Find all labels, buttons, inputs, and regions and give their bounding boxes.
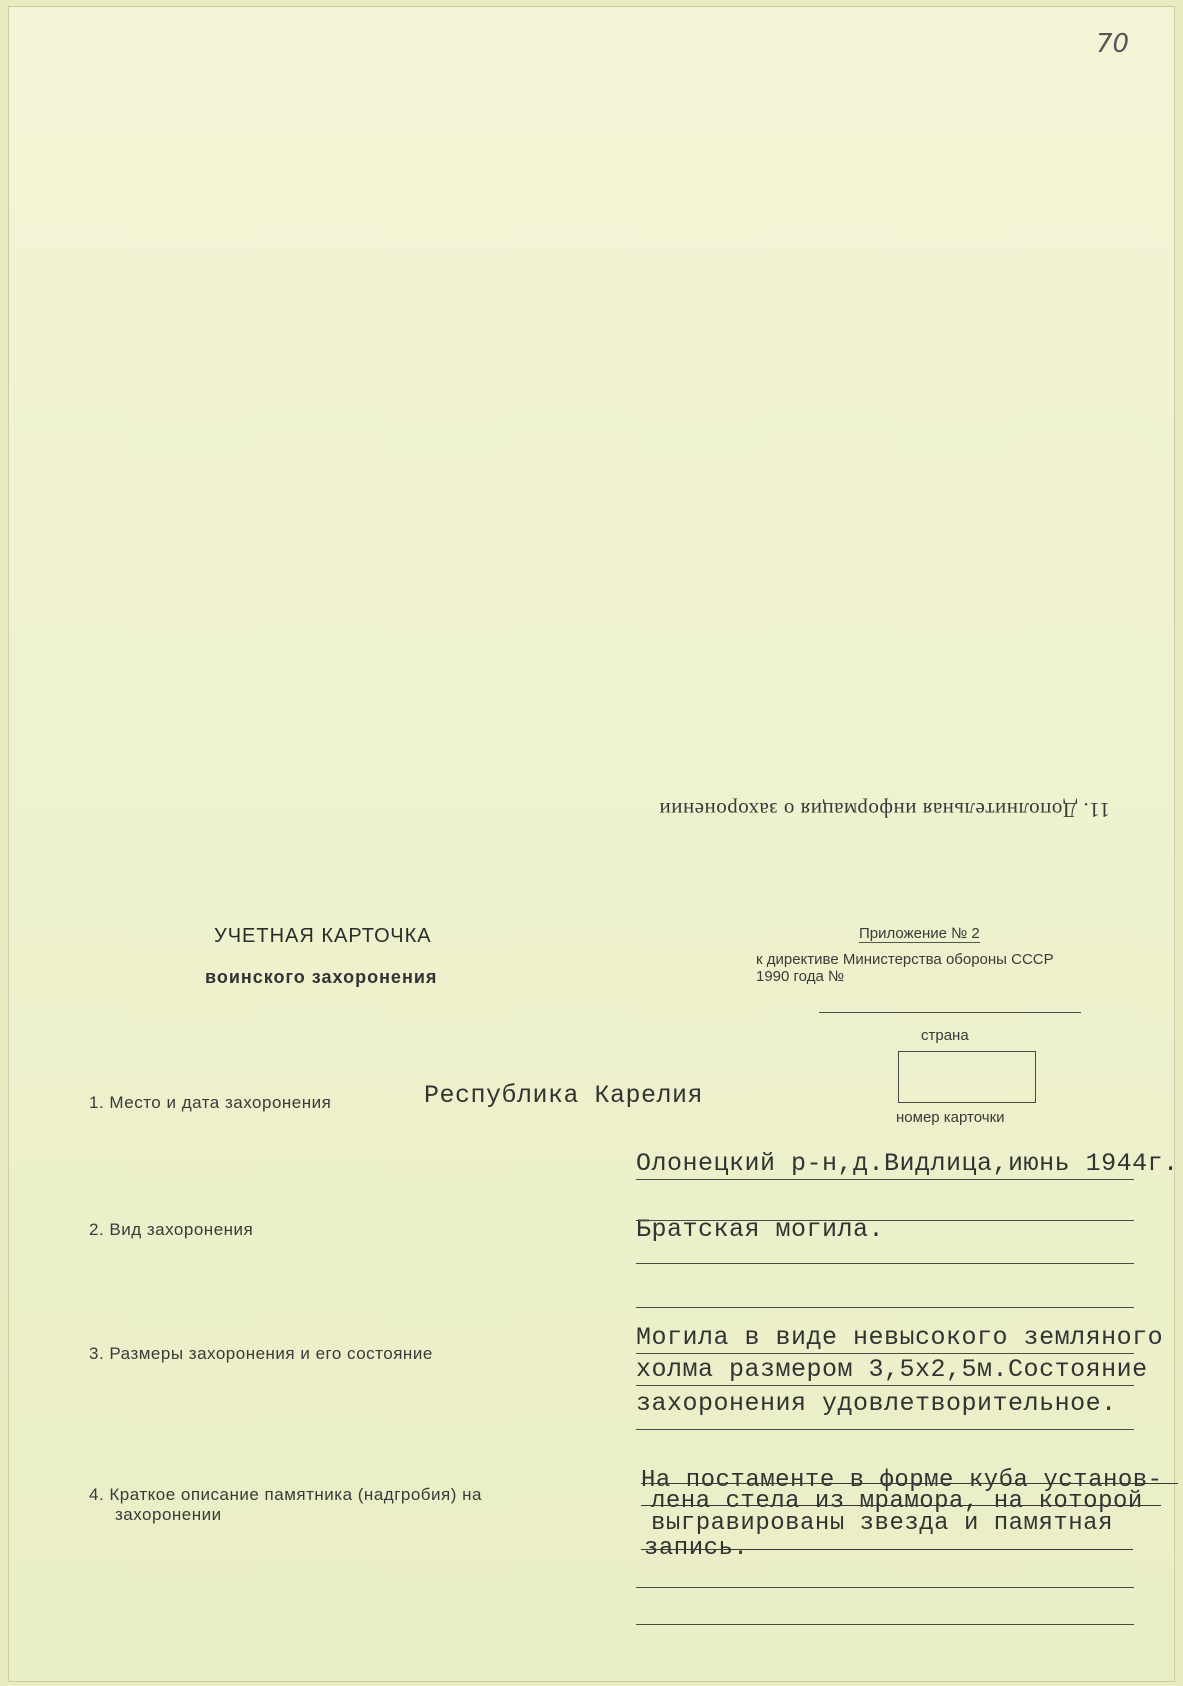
field-3-line-2	[636, 1385, 1134, 1386]
field-1-label: 1. Место и дата захоронения	[89, 1093, 332, 1112]
field-4-line-2	[636, 1624, 1134, 1625]
field-4-strike-3	[641, 1549, 1133, 1550]
field-3-line-1	[636, 1353, 1134, 1354]
field-4-label-line1: 4. Краткое описание памятника (надгробия) на	[89, 1485, 482, 1504]
card-number-caption: номер карточки	[896, 1109, 1005, 1126]
field-1-value-line1: Республика Карелия	[424, 1081, 704, 1110]
country-line	[819, 1012, 1081, 1013]
field-2-line-1	[636, 1220, 1134, 1221]
field-3-value-line2: холма размером 3,5х2,5м.Состояние	[636, 1355, 1148, 1384]
card-number-box	[898, 1051, 1036, 1103]
field-3-value-line1: Могила в виде невысокого земляного	[636, 1323, 1164, 1352]
card-title: УЧЕТНАЯ КАРТОЧКА	[214, 925, 432, 947]
field-4-line-1	[636, 1587, 1134, 1588]
field-4-value-line4: запись.	[644, 1535, 749, 1562]
field-4-value-line1: На постаменте в форме куба установ-	[641, 1467, 1163, 1494]
field-2-line-2	[636, 1263, 1134, 1264]
field-4-value-line2: лена стела из мрамора, на которой	[651, 1488, 1143, 1515]
field-4-strike-2	[641, 1505, 1161, 1506]
field-3-label: 3. Размеры захоронения и его состояние	[89, 1344, 433, 1363]
appendix-label: Приложение № 2	[859, 925, 980, 942]
field-1-line	[636, 1179, 1134, 1180]
field-2-line-3	[636, 1307, 1134, 1308]
field-4-label-line2: захоронении	[115, 1505, 222, 1524]
mirrored-section-heading: 11. Дополнительная информация о захоронении	[659, 798, 1110, 822]
field-1-value-line2: Олонецкий р-н,д.Видлица,июнь 1944г.	[636, 1149, 1179, 1178]
country-caption: страна	[921, 1027, 969, 1044]
appendix-directive: к директиве Министерства обороны СССР	[756, 951, 1054, 968]
field-2-label: 2. Вид захоронения	[89, 1220, 254, 1239]
field-4-strike-1	[641, 1483, 1178, 1484]
page-number: 70	[1096, 29, 1130, 59]
field-4-value-line3: выгравированы звезда и памятная	[651, 1510, 1113, 1537]
field-3-line-3	[636, 1429, 1134, 1430]
appendix-year: 1990 года №	[756, 968, 845, 985]
document-page	[8, 6, 1179, 1682]
field-2-value-line1: Братская могила.	[636, 1215, 885, 1244]
card-subtitle: воинского захоронения	[205, 967, 438, 987]
field-3-value-line3: захоронения удовлетворительное.	[636, 1389, 1117, 1418]
